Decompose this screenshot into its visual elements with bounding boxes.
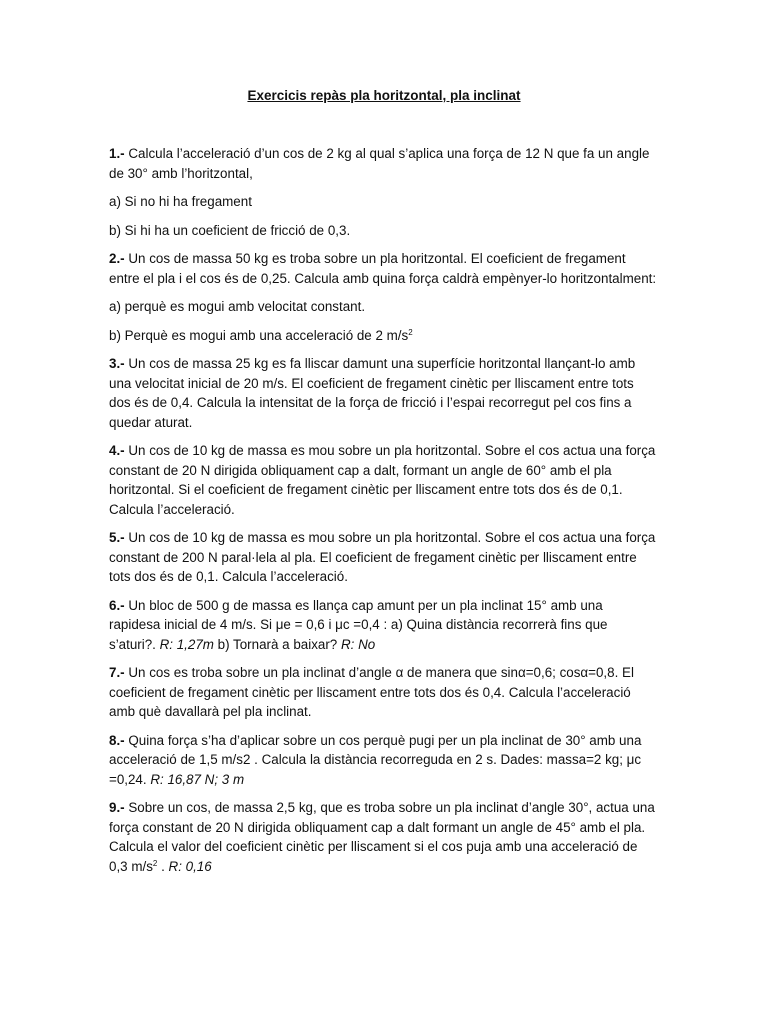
exercise-text: Quina força s’ha d’aplicar sobre un cos perquè pugi per un pla inclinat de 30° amb una acceleració de 1,5 m/s2 . Calcula la distància recorreguda en 2 s. Dades: massa=2 kg; μc =0,24. bbox=[109, 732, 642, 787]
exercise-7 bbox=[109, 663, 657, 722]
exercise-number: 7.- bbox=[109, 665, 125, 680]
exercise-4 bbox=[109, 441, 657, 519]
exercise-6 bbox=[109, 596, 657, 655]
exercise-text: b) Perquè es mogui amb una acceleració de 2 m/s bbox=[109, 327, 409, 343]
exercise-text: Un bloc de 500 g de massa es llança cap amunt per un pla inclinat 15° amb una rapidesa inicial de 4 m/s. Si μe = 0,6 i μc =0,4 : a) Quina distància recorrerà fins que s’aturi?. bbox=[109, 597, 608, 652]
exercise-number: 6.- bbox=[109, 597, 125, 613]
answer: R: 0,16 bbox=[168, 858, 212, 874]
exercise-text: Sobre un cos, de massa 2,5 kg, que es troba sobre un pla inclinat d’angle 30°, actua una força constant de 20 N dirigida obliquament cap a dalt formant un angle de 45° amb el pla. Calcula el valor del coeficient cinètic per lliscament si el cos puja amb una acceleració de 0,3 m/s bbox=[109, 800, 655, 874]
exercise-text: Un cos de 10 kg de massa es mou sobre un pla horitzontal. Sobre el cos actua una força constant de 200 N paral·lela al pla. El coeficient de fregament cinètic per lliscament entre tots dos és de 0,1. Calcula l’acceleració. bbox=[109, 530, 656, 584]
exercise-number: 4.- bbox=[109, 443, 125, 458]
exercise-2 bbox=[109, 249, 657, 288]
exercise-8 bbox=[109, 731, 657, 790]
exercise-text: b) Tornarà a baixar? bbox=[213, 636, 341, 652]
exercise-2-part-a: a) perquè es mogui amb velocitat constant. bbox=[109, 299, 366, 314]
exercise-text: Un cos de massa 50 kg es troba sobre un pla horitzontal. El coeficient de fregament entre el pla i el cos és de 0,25. Calcula amb quina força caldrà empènyer-lo horitzontalment: bbox=[109, 251, 657, 286]
exercise-number: 5.- bbox=[109, 530, 125, 545]
exercise-list bbox=[109, 144, 657, 885]
exercise-number: 1.- bbox=[109, 146, 125, 161]
answer: R: 1,27m bbox=[159, 636, 214, 652]
exercise-text: Un cos de 10 kg de massa es mou sobre un pla horitzontal. Sobre el cos actua una força constant de 20 N dirigida obliquament cap a dalt, formant un angle de 60° amb el pla horitzontal. Si el coeficient de fregament cinètic per lliscament entre tots dos és de 0,1. Calcula l’acceleració. bbox=[109, 443, 656, 517]
exercise-text: Un cos de massa 25 kg es fa lliscar damunt una superfície horitzontal llançant-lo amb una velocitat inicial de 20 m/s. El coeficient de fregament cinètic per lliscament entre tots dos és de 0,4. Calcula la intensitat de la força de fricció i l’espai recorregut pel cos fins a quedar aturat. bbox=[109, 356, 636, 430]
exercise-9 bbox=[109, 798, 657, 876]
exercise-text: . bbox=[157, 858, 169, 874]
superscript: 2 bbox=[152, 858, 158, 868]
exercise-number: 8.- bbox=[109, 732, 125, 748]
exercise-1-part-a: a) Si no hi ha fregament bbox=[109, 194, 252, 209]
exercise-1 bbox=[109, 144, 657, 183]
exercise-number: 2.- bbox=[109, 251, 125, 266]
answer: R: No bbox=[340, 636, 376, 652]
exercise-number: 3.- bbox=[109, 356, 125, 371]
exercise-1-part-b: b) Si hi ha un coeficient de fricció de 0,3. bbox=[109, 222, 351, 238]
answer: R: 16,87 N; 3 m bbox=[150, 771, 245, 787]
exercise-5 bbox=[109, 528, 657, 587]
exercise-number: 9.- bbox=[109, 800, 125, 815]
exercise-2-part-b bbox=[109, 326, 657, 346]
exercise-3 bbox=[109, 354, 657, 432]
exercise-text: Calcula l’acceleració d’un cos de 2 kg al qual s’aplica una força de 12 N que fa un angle de 30° amb l’horitzontal, bbox=[109, 146, 650, 181]
document-title: Exercicis repàs pla horitzontal, pla inclinat bbox=[247, 88, 521, 103]
exercise-text: Un cos es troba sobre un pla inclinat d’angle α de manera que sinα=0,6; cosα=0,8. El coeficient de fregament cinètic per lliscament entre tots dos és 0,4. Calcula l’acceleració amb què davallarà pel pla inclinat. bbox=[109, 665, 634, 719]
superscript: 2 bbox=[408, 327, 413, 337]
